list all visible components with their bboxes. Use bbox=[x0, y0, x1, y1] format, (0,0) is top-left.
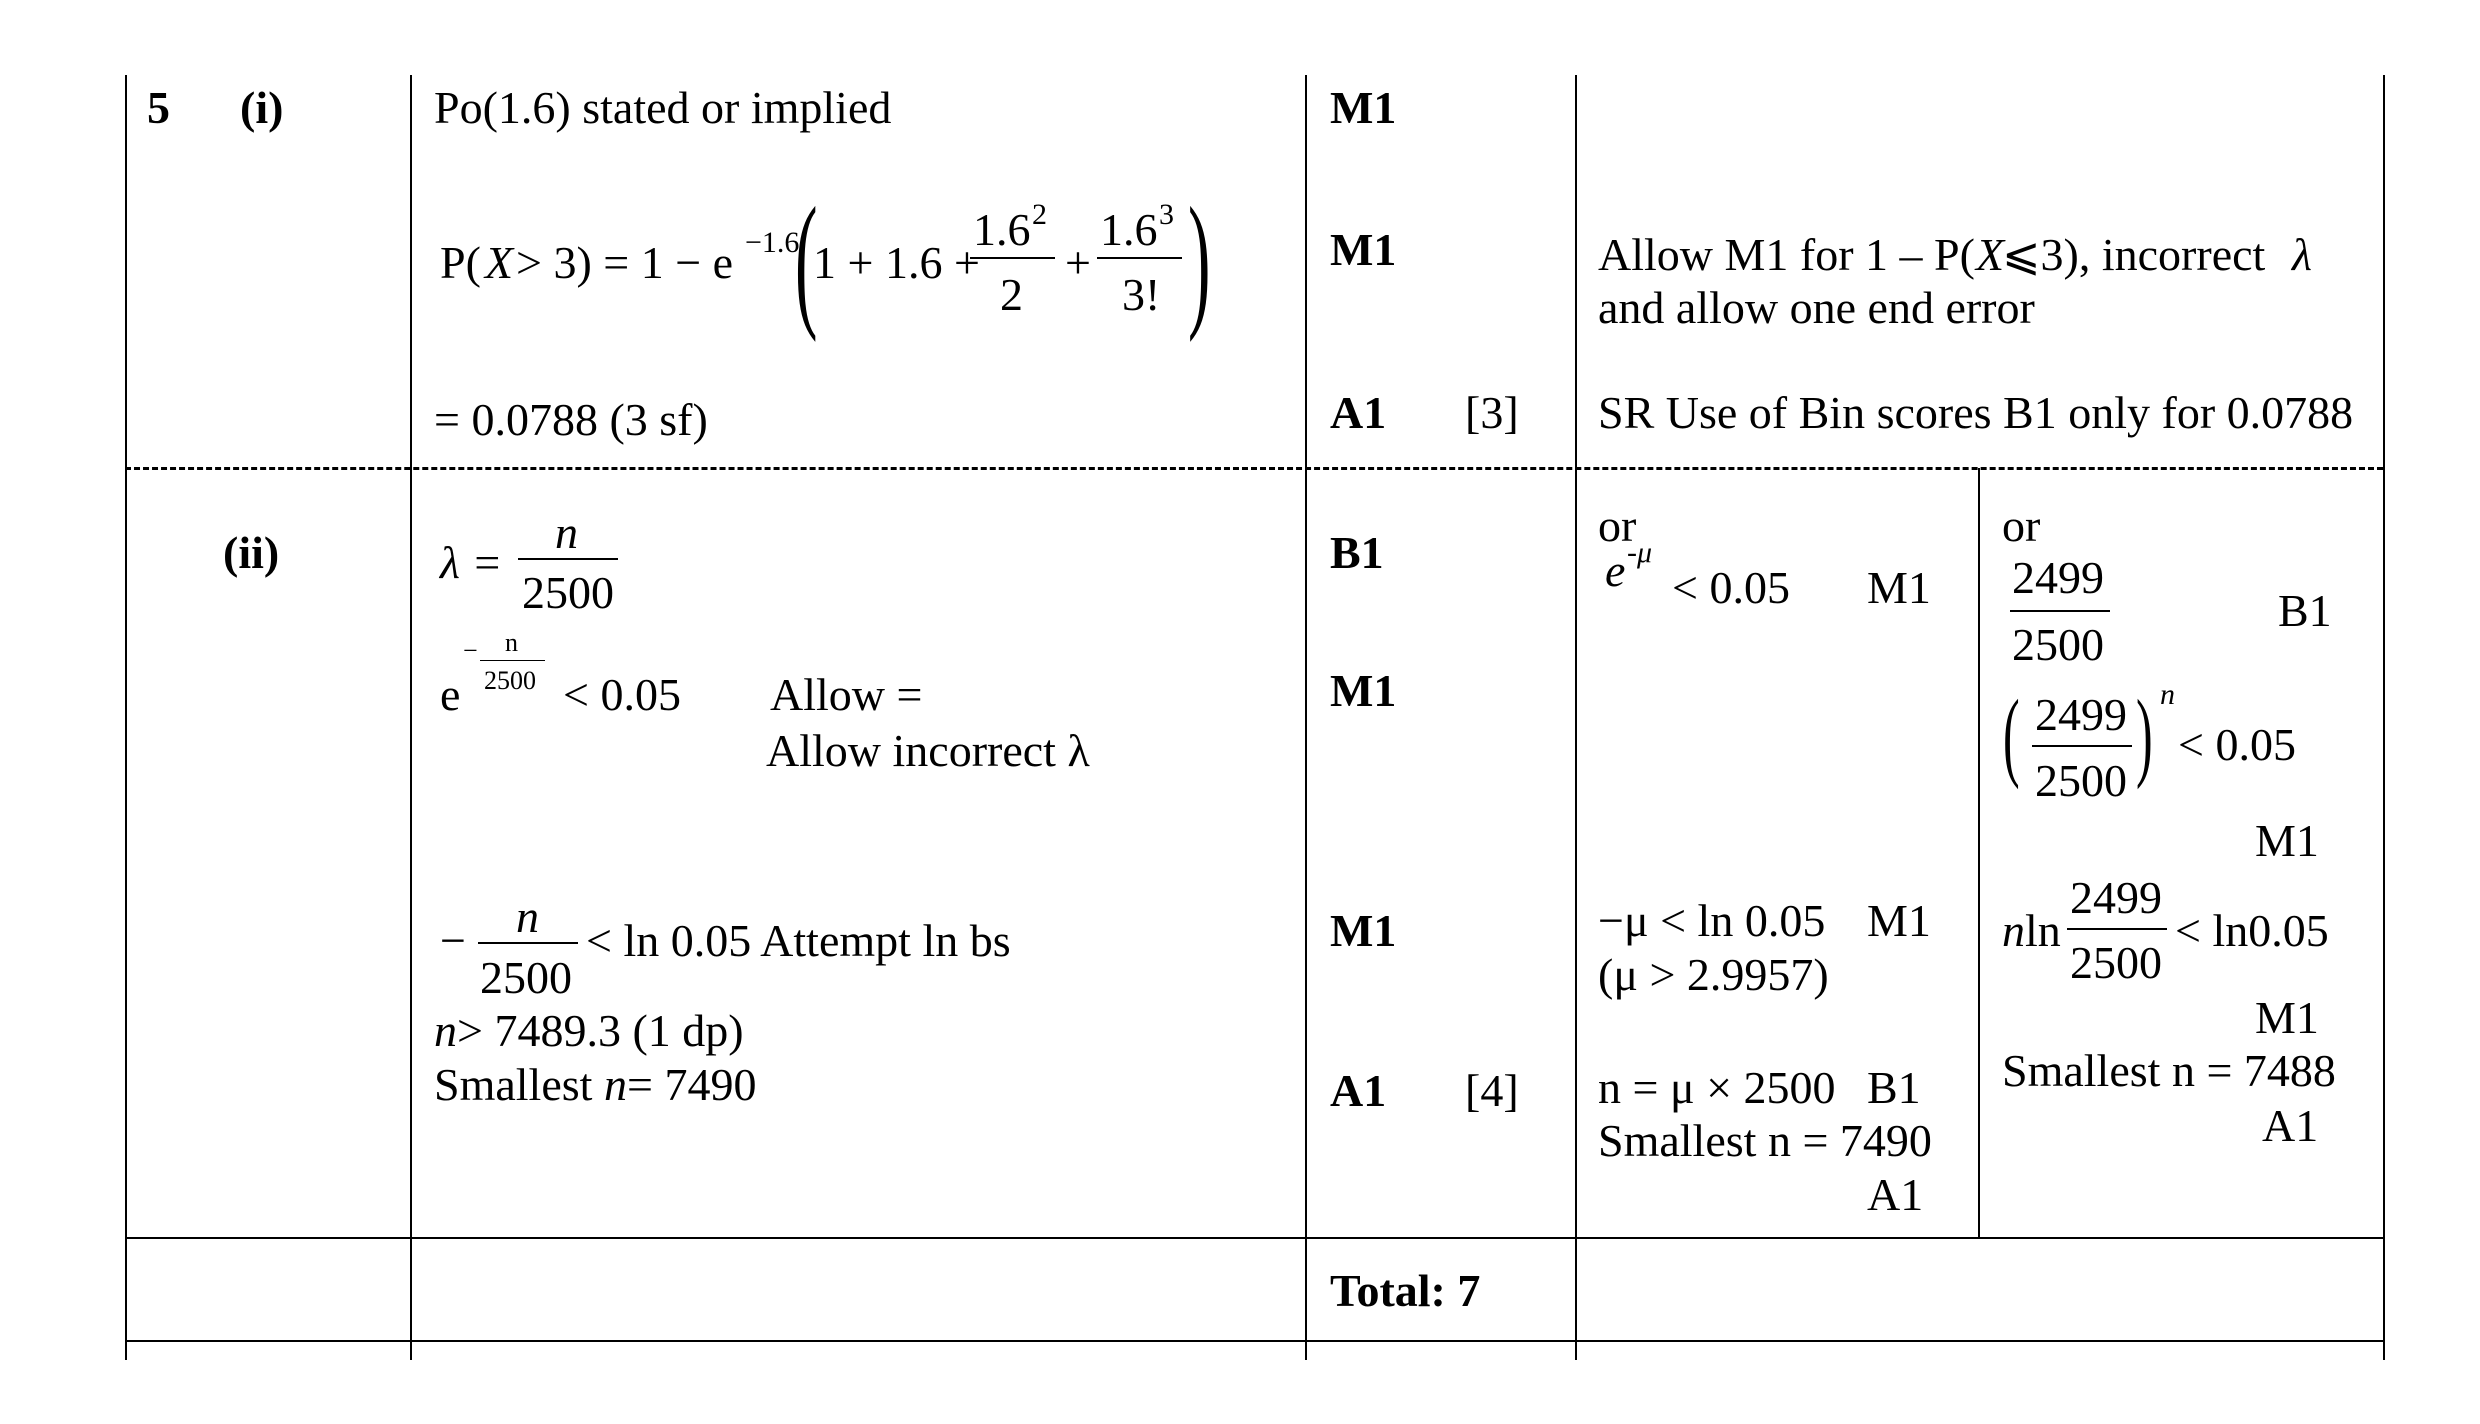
n-bound-rest: > 7489.3 (1 dp) bbox=[457, 1005, 744, 1056]
alt1-smallest: Smallest n = 7490 bbox=[1598, 1115, 1932, 1166]
table-bottom-border bbox=[125, 1340, 2385, 1342]
alt1-a1: A1 bbox=[1867, 1169, 1924, 1220]
alt2-power-num: 2499 bbox=[2035, 689, 2127, 740]
formula-plus: + bbox=[1065, 237, 1091, 288]
exp-minus: − bbox=[463, 636, 478, 665]
alt2-power-close-paren: ) bbox=[2136, 679, 2153, 790]
guidance-1b: ⩽3), incorrect bbox=[2002, 229, 2266, 280]
guidance-1-lambda: λ bbox=[2292, 229, 2312, 280]
lambda-frac-bar bbox=[518, 558, 618, 560]
lambda-frac-den: 2500 bbox=[522, 567, 614, 618]
alt2-nln-ln: ln bbox=[2025, 905, 2061, 956]
part-ii-mark-3: M1 bbox=[1330, 905, 1397, 956]
part-separator bbox=[125, 467, 2383, 470]
alt2-ln-bar bbox=[2067, 928, 2167, 930]
part-ii-mark-4: A1 bbox=[1330, 1065, 1387, 1116]
smallest-a: Smallest bbox=[434, 1059, 593, 1110]
alt2-m1b: M1 bbox=[2255, 992, 2319, 1043]
exp-num: n bbox=[505, 628, 518, 657]
part-ii-total: [4] bbox=[1465, 1065, 1519, 1116]
alt1-n-mu: n = μ × 2500 bbox=[1598, 1062, 1836, 1113]
part-ii-mark-2: M1 bbox=[1330, 665, 1397, 716]
alt1-e: e bbox=[1605, 545, 1626, 596]
alt2-or: or bbox=[2002, 500, 2041, 551]
alt2-frac-num: 2499 bbox=[2012, 552, 2104, 603]
alt2-a1: A1 bbox=[2262, 1100, 2319, 1151]
alt2-power-den: 2500 bbox=[2035, 755, 2127, 806]
formula-lhs-a: P( bbox=[440, 237, 481, 288]
alt1-m1a: M1 bbox=[1867, 562, 1931, 613]
frac1-num: 1.6 bbox=[973, 204, 1031, 255]
table-divider-marks bbox=[1575, 75, 1577, 1360]
table-divider-answer bbox=[1305, 75, 1307, 1360]
part-ii-mark-1: B1 bbox=[1330, 527, 1384, 578]
smallest-n: n bbox=[604, 1059, 627, 1110]
alt1-ln-line: −μ < ln 0.05 bbox=[1598, 895, 1826, 946]
frac2-bar bbox=[1097, 257, 1182, 259]
part-ii-label: (ii) bbox=[223, 527, 280, 578]
part-i-mark-1: M1 bbox=[1330, 82, 1397, 133]
guidance-1a: Allow M1 for 1 – P( bbox=[1598, 229, 1975, 280]
alt2-ln-num: 2499 bbox=[2070, 872, 2162, 923]
formula-lhs-x: X bbox=[485, 237, 514, 288]
formula-open-paren: ( bbox=[795, 177, 818, 343]
part-i-mark-2: M1 bbox=[1330, 224, 1397, 275]
ln-frac-den: 2500 bbox=[480, 952, 572, 1003]
allow-incorrect-lambda: Allow incorrect λ bbox=[766, 725, 1090, 776]
formula-exponent: −1.6 bbox=[745, 226, 800, 259]
total-marks: Total: 7 bbox=[1330, 1265, 1481, 1316]
n-bound-n: n bbox=[434, 1005, 457, 1056]
table-border-right bbox=[2383, 75, 2385, 1360]
alt1-mu-value: (μ > 2.9957) bbox=[1598, 949, 1829, 1000]
alt2-smallest: Smallest n = 7488 bbox=[2002, 1045, 2336, 1096]
allow-equals: Allow = bbox=[770, 669, 923, 720]
exp-den: 2500 bbox=[484, 666, 536, 695]
ln-frac-bar bbox=[478, 942, 578, 944]
frac2-num: 1.6 bbox=[1100, 204, 1158, 255]
alt2-frac-bar bbox=[2010, 610, 2110, 612]
frac2-pow: 3 bbox=[1159, 198, 1174, 231]
exp-ineq: < 0.05 bbox=[563, 669, 681, 720]
alt1-e-exp: -μ bbox=[1627, 536, 1653, 569]
formula-term-a: 1 + 1.6 + bbox=[813, 237, 980, 288]
alt1-m1b: M1 bbox=[1867, 895, 1931, 946]
alt2-m1a: M1 bbox=[2255, 815, 2319, 866]
frac1-den: 2 bbox=[1000, 269, 1023, 320]
table-divider-question bbox=[410, 75, 412, 1360]
exp-frac-bar bbox=[480, 660, 545, 661]
formula-lhs-b: > 3) = 1 − e bbox=[516, 237, 734, 288]
alt2-ln-den: 2500 bbox=[2070, 937, 2162, 988]
part-i-total: [3] bbox=[1465, 387, 1519, 438]
lambda-frac-num: n bbox=[555, 507, 578, 558]
alt1-b1: B1 bbox=[1867, 1062, 1921, 1113]
formula-close-paren: ) bbox=[1188, 177, 1211, 343]
guidance-1x: X bbox=[1976, 229, 2005, 280]
alt2-power-open-paren: ( bbox=[2003, 679, 2020, 790]
ln-rhs: < ln 0.05 Attempt ln bs bbox=[586, 915, 1011, 966]
alt2-lt005: < 0.05 bbox=[2178, 719, 2296, 770]
part-i-guidance-line3: SR Use of Bin scores B1 only for 0.0788 bbox=[1598, 387, 2354, 438]
alt1-or: or bbox=[1598, 500, 1637, 551]
question-number: 5 bbox=[147, 82, 170, 133]
lambda-lhs: λ = bbox=[440, 537, 503, 588]
part-i-label: (i) bbox=[240, 82, 284, 133]
part-i-guidance-line2: and allow one end error bbox=[1598, 282, 2035, 333]
alt2-lt-ln: < ln0.05 bbox=[2175, 905, 2329, 956]
frac1-pow: 2 bbox=[1032, 198, 1047, 231]
alt1-lt005: < 0.05 bbox=[1672, 562, 1790, 613]
alt2-frac-den: 2500 bbox=[2012, 619, 2104, 670]
alt2-b1: B1 bbox=[2278, 585, 2332, 636]
frac1-bar bbox=[970, 257, 1055, 259]
alt2-nln-n: n bbox=[2002, 905, 2025, 956]
alt2-power-bar bbox=[2032, 745, 2132, 747]
part-i-mark-3: A1 bbox=[1330, 387, 1387, 438]
alt2-power-exp: n bbox=[2160, 678, 2175, 711]
table-divider-alternatives bbox=[1978, 468, 1980, 1238]
ln-frac-num: n bbox=[516, 891, 539, 942]
smallest-b: = 7490 bbox=[627, 1059, 757, 1110]
ln-minus: − bbox=[440, 915, 466, 966]
table-border-left bbox=[125, 75, 127, 1360]
table-row-separator bbox=[125, 1237, 2385, 1239]
exp-base: e bbox=[440, 669, 461, 720]
part-i-result: = 0.0788 (3 sf) bbox=[434, 394, 708, 445]
frac2-den: 3! bbox=[1122, 269, 1161, 320]
part-i-line1: Po(1.6) stated or implied bbox=[434, 82, 892, 133]
